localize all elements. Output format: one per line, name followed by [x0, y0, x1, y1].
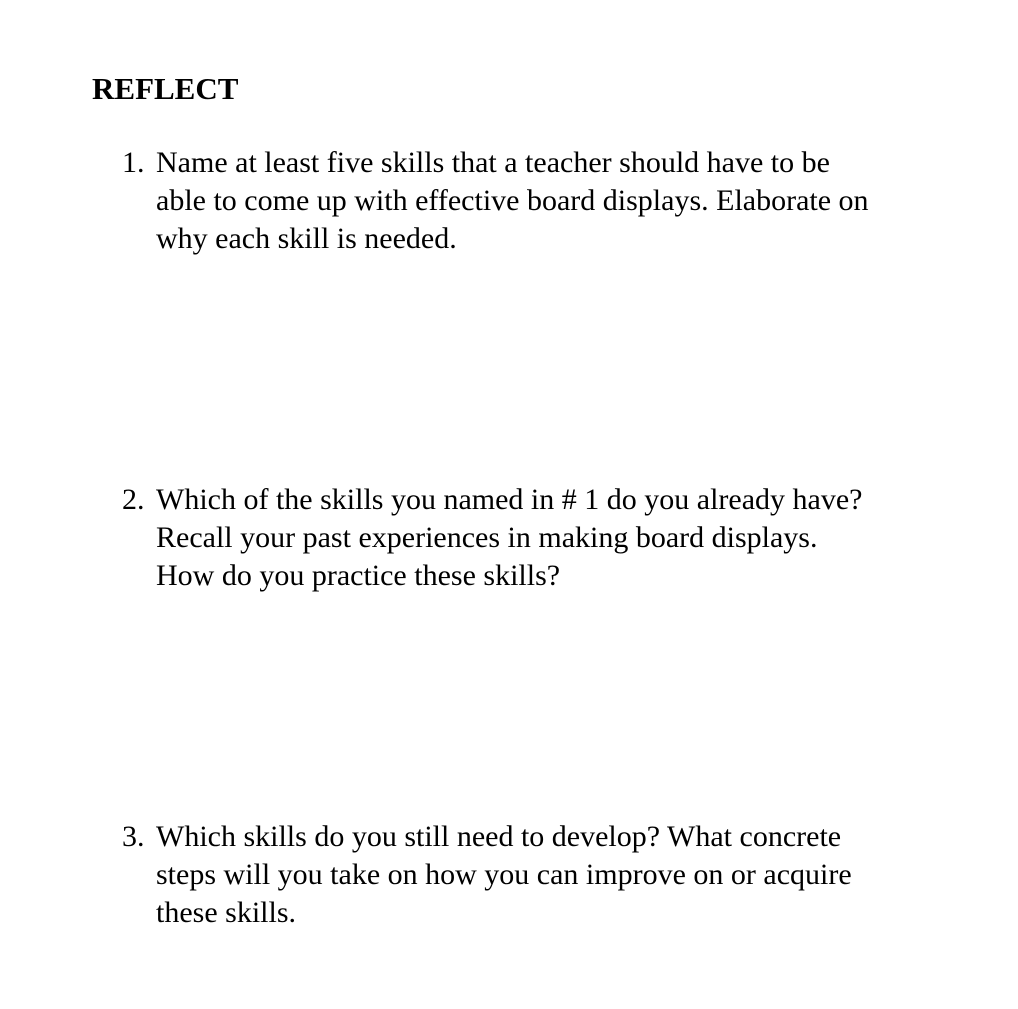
question-line: these skills. [156, 896, 296, 929]
question-3 [122, 818, 942, 932]
question-number: 1. [122, 146, 145, 179]
question-line: why each skill is needed. [156, 222, 457, 255]
question-number: 3. [122, 820, 145, 853]
question-2 [122, 481, 942, 595]
question-text [156, 818, 942, 932]
question-line: How do you practice these skills? [156, 559, 561, 592]
question-text [156, 481, 942, 595]
question-line: Name at least five skills that a teacher should have to be [156, 146, 830, 179]
question-number: 2. [122, 483, 145, 516]
question-line: Recall your past experiences in making board displays. [156, 521, 818, 554]
question-line: Which skills do you still need to develop? What concrete [156, 820, 842, 853]
question-text [156, 144, 942, 258]
question-line: able to come up with effective board displays. Elaborate on [156, 184, 869, 217]
question-line: steps will you take on how you can improve on or acquire [156, 858, 852, 891]
question-line: Which of the skills you named in # 1 do you already have? [156, 483, 863, 516]
page-heading: REFLECT [92, 71, 239, 106]
question-1 [122, 144, 942, 258]
